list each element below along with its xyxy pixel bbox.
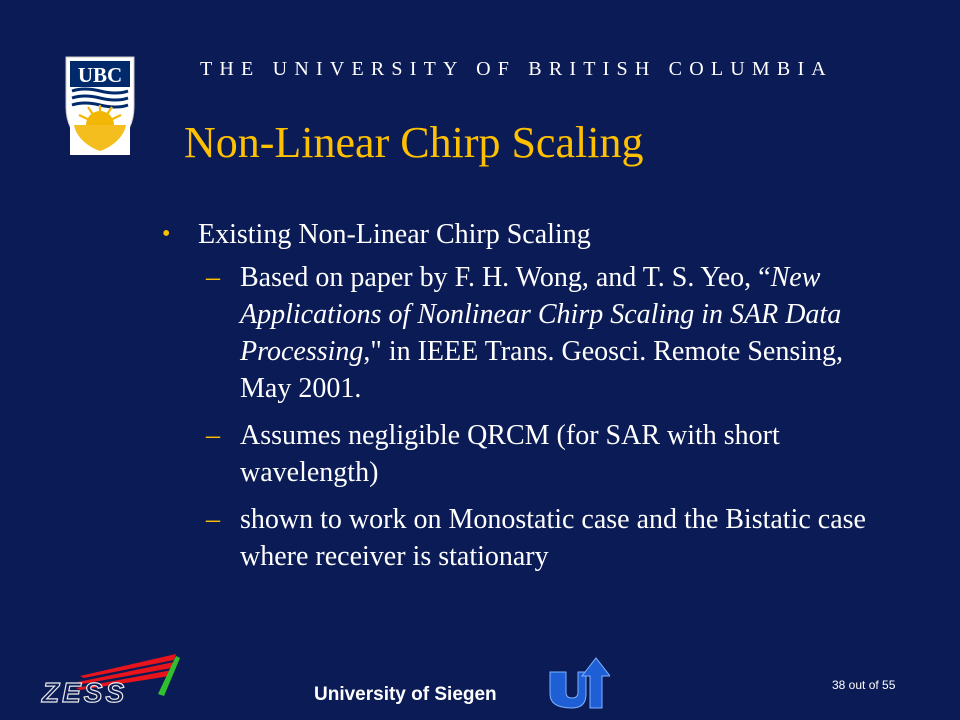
sub-item-text-post: ," in IEEE Trans. Geosci. Remote Sensing, May 2001. — [240, 336, 844, 404]
sub-item — [160, 259, 880, 407]
sub-item — [160, 501, 880, 575]
ubc-logo-icon — [64, 55, 136, 155]
sub-item-text: Assumes negligible QRCM (for SAR with short wavelength) — [240, 420, 780, 488]
bullet-text: Existing Non-Linear Chirp Scaling — [198, 219, 591, 250]
zess-logo-icon — [40, 650, 182, 706]
sub-item — [160, 417, 880, 491]
university-header: THE UNIVERSITY OF BRITISH COLUMBIA — [200, 58, 833, 80]
slide-content — [160, 216, 880, 585]
bullet-dot-icon: • — [162, 221, 171, 247]
slide-title: Non-Linear Chirp Scaling — [184, 118, 644, 167]
sub-item-text: shown to work on Monostatic case and the Bistatic case where receiver is stationary — [240, 504, 866, 572]
zess-logo-text: ZESS — [42, 677, 128, 706]
page-number: 38 out of 55 — [832, 678, 896, 692]
dash-icon: – — [206, 504, 220, 535]
sub-item-text-pre: Based on paper by F. H. Wong, and T. S. Yeo, “ — [240, 262, 771, 293]
siegen-logo-icon — [546, 654, 610, 710]
bullet-item — [160, 216, 880, 253]
ubc-logo-text: UBC — [77, 63, 123, 87]
paper-title: New Applications of Nonlinear Chirp Scaling in SAR Data Processing — [240, 262, 842, 367]
university-of-siegen-label: University of Siegen — [314, 684, 497, 705]
dash-icon: – — [206, 262, 220, 293]
dash-icon: – — [206, 420, 220, 451]
